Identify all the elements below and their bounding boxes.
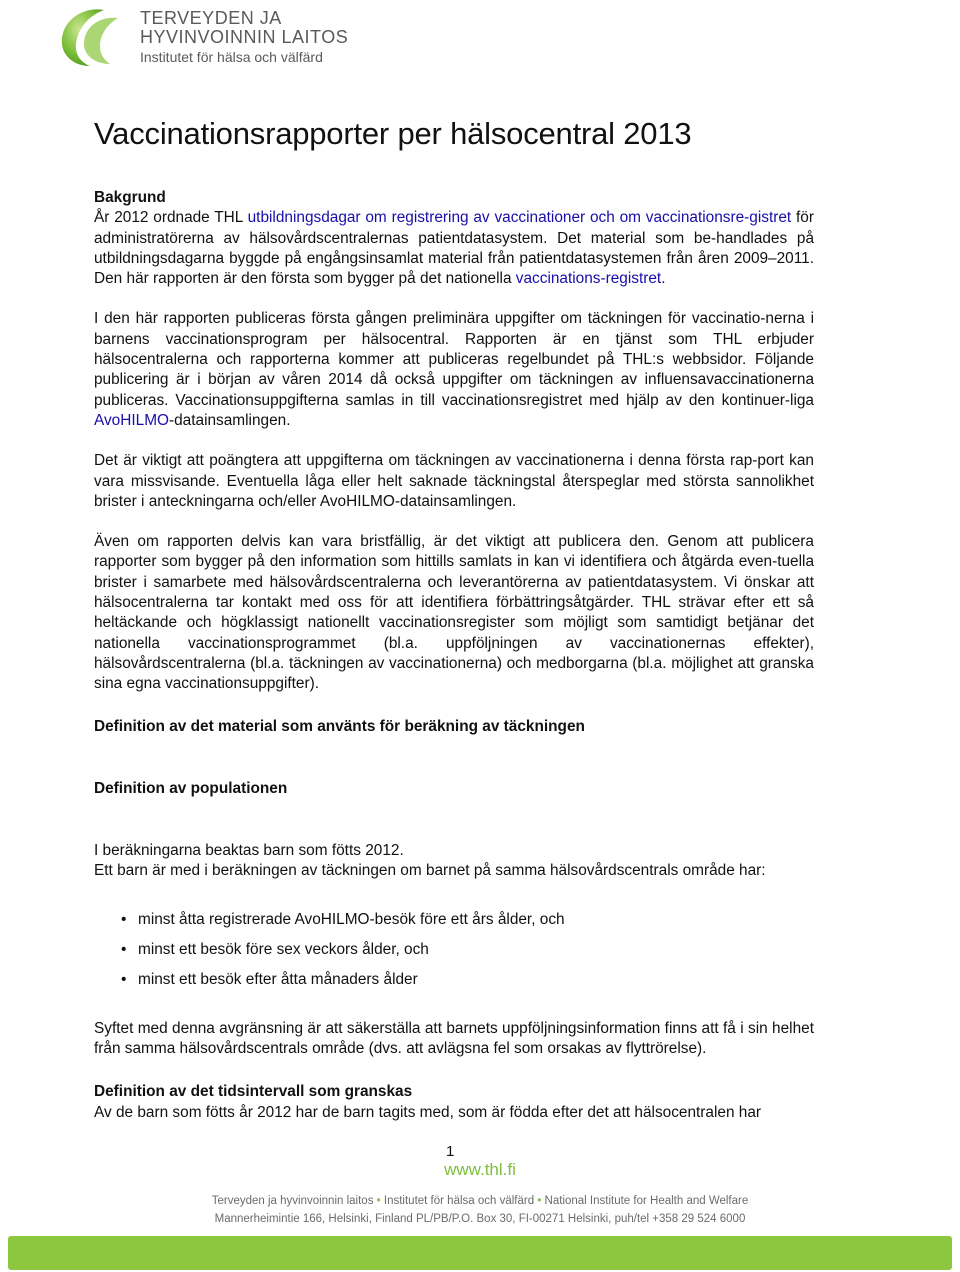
population-line-2: Ett barn är med i beräkningen av täckningen om barnet på samma hälsovårdscentrals område har: — [94, 862, 766, 880]
text-run: -datainsamlingen. — [168, 411, 291, 429]
text-run: . — [661, 270, 666, 288]
link-avohilmo[interactable]: AvoHILMO — [94, 411, 169, 429]
separator-dot: • — [537, 1195, 542, 1207]
thl-logo-icon — [56, 4, 124, 68]
list-item: • minst åtta registrerade AvoHILMO-besök före ett års ålder, och — [138, 910, 814, 930]
list-item: • minst ett besök efter åtta månaders ålder — [138, 970, 814, 990]
paragraph-bakgrund-2 — [94, 309, 814, 431]
footer-green-bar — [8, 1236, 952, 1270]
paragraph-bakgrund-3: Det är viktigt att poängtera att uppgifterna om täckningen av vaccinationerna i denna första rap-port kan vara missvisande. Eventuella låga eller helt saknade täckningstal återspeglar med största sannolikhet brister i anteckningarna och/eller AvoHILMO-datainsamlingen. — [94, 452, 814, 510]
section-heading-bakgrund: Bakgrund — [94, 189, 166, 206]
link-vaccinationsregistret[interactable]: vaccinations-registret — [515, 270, 662, 288]
page-number: 1 — [446, 1143, 455, 1160]
paragraph-bakgrund-4: Även om rapporten delvis kan vara bristfällig, är det viktigt att publicera den. Genom att publicera rapporter som bygger på den information som hittills samlats in kan vi identifiera och åtgärda even-tuella brister i samarbete med hälsovårdscentralerna och leverantörerna av patientdatasystem. Vi önskar att hälsocentralerna tar kontakt med oss för att identifiera förbättringsåtgärder. THL strävar efter ett så heltäckande och högklassigt nationellt vaccinationsregister som möjligt som samtidigt betjänar det nationella vaccinationsprogrammet (bl.a. uppföljningen av vaccinationernas effekter), hälsovårdscentralerna (bl.a. täckningen av vaccinationerna) och medborgarna (bl.a. möjlighet att granska sina egna vaccinationsuppgifter). — [94, 533, 814, 693]
logo-text-line3: Institutet för hälsa och välfärd — [140, 49, 323, 65]
logo-text-line1: TERVEYDEN JA — [140, 8, 282, 28]
paragraph-purpose: Syftet med denna avgränsning är att säkerställa att barnets uppföljningsinformation finns att få i sin helhet från samma hälsovårdscentrals område (dvs. att avlägsna fel som orsakas av flyttrörelse). — [94, 1019, 814, 1057]
org-name-fi: Terveyden ja hyvinvoinnin laitos — [211, 1195, 374, 1207]
population-criteria-list — [94, 910, 814, 991]
paragraph-bakgrund-1 — [94, 208, 814, 289]
list-item: • minst ett besök före sex veckors ålder, och — [138, 940, 814, 960]
section-heading-population: Definition av populationen — [94, 779, 288, 797]
link-utbildningsdagar[interactable]: utbildningsdagar om registrering av vaccinationer och om vaccinationsre-gistret — [247, 209, 792, 227]
website-link[interactable]: www.thl.fi — [444, 1160, 516, 1179]
section-heading-material: Definition av det material som använts för beräkning av täckningen — [94, 717, 585, 735]
interval-line: Av de barn som fötts år 2012 har de barn tagits med, som är födda efter det att hälsocentralen har — [94, 1103, 762, 1121]
page-title: Vaccinationsrapporter per hälsocentral 2013 — [94, 116, 692, 151]
section-heading-interval: Definition av det tidsintervall som granskas — [94, 1083, 413, 1101]
thl-logo — [56, 4, 356, 68]
population-line-1: I beräkningarna beaktas barn som fötts 2012. — [94, 842, 404, 860]
footer-organization — [0, 1195, 960, 1207]
text-run: I den här rapporten publiceras första gången preliminära uppgifter om täckningen för vaccinatio-nerna i barnens vaccinationsprogram per hälsocentral. Rapporten är en tjänst som THL erbjuder hälsocentralerna och rapporterna kommer att publiceras regelbundet på THL:s webbsidor. Följande publicering är i början av våren 2014 då också uppgifter om täckningen av influensavaccinationerna publiceras. Vaccinationsuppgifterna samlas in till vaccinationsregistret med hjälp av den kontinuer-liga — [94, 310, 814, 409]
org-name-en: National Institute for Health and Welfare — [544, 1195, 749, 1207]
separator-dot: • — [376, 1195, 381, 1207]
footer-address: Mannerheimintie 166, Helsinki, Finland PL/PB/P.O. Box 30, FI-00271 Helsinki, puh/tel +358 29 524 6000 — [214, 1213, 746, 1225]
org-name-sv: Institutet för hälsa och välfärd — [383, 1195, 535, 1207]
text-run: för administratörerna av hälsovårdscentralernas patientdatasystem. Det material som be-handlades på utbildningsdagarna byggde på engångsinsamlat material från patientdatasystemen från åren 2009–2011. Den här rapporten är den första som bygger på det nationella — [94, 209, 814, 288]
text-run: År 2012 ordnade THL — [94, 209, 248, 227]
document-body — [94, 116, 814, 1123]
logo-text-line2: HYVINVOINNIN LAITOS — [140, 27, 349, 47]
